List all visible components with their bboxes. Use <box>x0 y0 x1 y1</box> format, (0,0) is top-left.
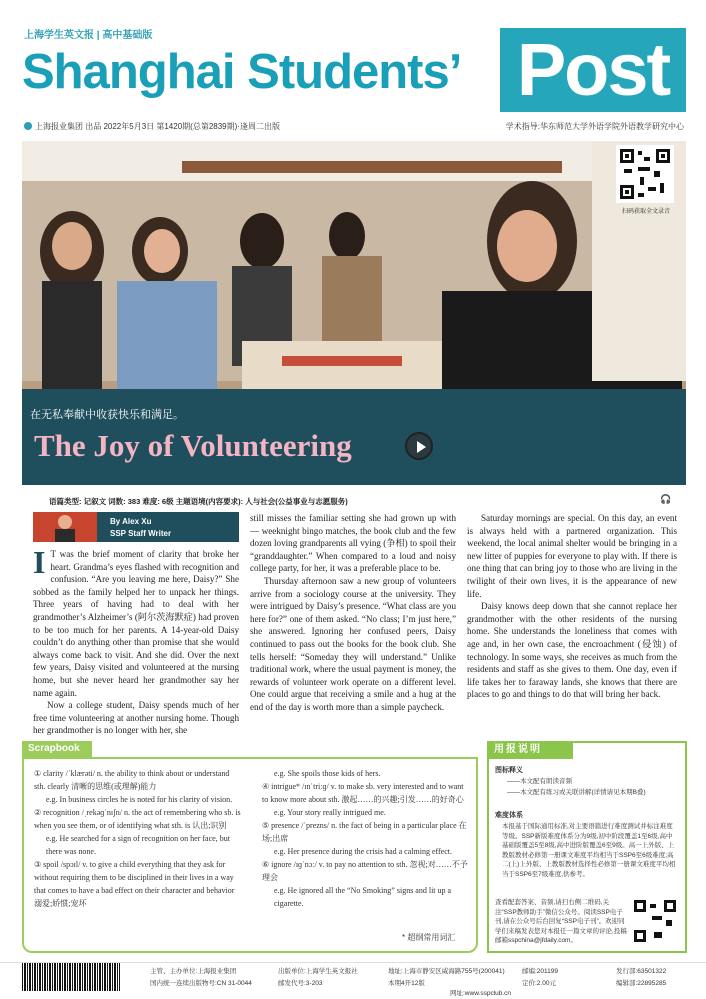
footer-editorial: 编辑部:22895285 <box>616 980 667 987</box>
qr-caption: 扫码获取全文录音 <box>621 209 670 215</box>
usage-guide-title: 用报说明 <box>487 741 573 759</box>
vocab-item: ⑥ ignore /ɪɡˈnɔː/ v. to pay no attention to sth. 忽视;对……不予理会 <box>262 860 468 882</box>
audio-qr-code[interactable] <box>616 145 674 203</box>
banner-subtitle: 在无私奉献中收获快乐和满足。 <box>30 409 184 421</box>
publisher-logo-icon <box>24 122 32 130</box>
icon-legend-heading: 图标释义 <box>495 767 523 774</box>
footer-cn-number: 国内统一连续出版物号:CN 31-0044 <box>150 980 252 987</box>
masthead-top-label: 上海学生英文报 | 高中基础版 <box>24 30 153 41</box>
teacher-assistant-qr-code[interactable] <box>632 898 678 944</box>
author-name: By Alex Xu <box>110 517 152 526</box>
subscription-note: 查看配套答案、音频,请扫右侧二维码,关注“SSP教师助手”微信公众号。阅读SSP电子刊,请在公众号后台回复“SSP电子刊”。欢迎同学们来稿发表您对本报任一篇文章的评论,投稿邮箱sspchina@jfdaily.com。 <box>495 899 627 944</box>
legend-exercise: ——本文配有练习或关联讲解(详情请见本期B叠) <box>507 789 646 796</box>
author-avatar <box>33 512 97 542</box>
issue-line <box>24 121 280 132</box>
vocab-item: ⑤ presence /ˈprezns/ n. the fact of being in a particular place 在场;出席 <box>262 821 467 843</box>
vocab-example: e.g. She spoils those kids of hers. <box>274 769 381 778</box>
scrapbook-column-2 <box>262 767 470 910</box>
footer-price: 定价:2.00元 <box>522 980 556 987</box>
drop-cap: I <box>33 544 46 580</box>
footer-press: 出版单位:上海学生英文报社 <box>278 968 358 975</box>
footer-website: 网址:www.sspclub.cn <box>450 990 512 997</box>
vocab-item: ④ intrigue* /ɪnˈtriːɡ/ v. to make sb. very interested and to want to know more about sth. 激起……的兴趣;引发……的好奇心 <box>262 782 464 804</box>
article-paragraph-3: still misses the familiar setting she had grown up with — weeknight bingo matches, the book club and the few dozen loving grandparents all vying (争相) to spoil their “granddaughter.” When compared to a loud and noisy college party, for her, it was a preferable place to be. <box>250 513 456 574</box>
barcode <box>22 963 120 991</box>
difficulty-body: 本报基于国际通用标准,对主要语篇进行难度测试并标注难度等级。SSP新版难度体系分为9级,初中阶段覆盖1至6级,高中基础版覆盖5至8级,高中进阶版覆盖6至9级。高一上外版、上教版教材必修第一册课文难度平均相当于SSP6至6级难度;高二(上)上外版、上教版教材选择性必修第一册课文难度平均相当于SSP6至7级难度,供参考。 <box>502 823 676 878</box>
qr-pattern <box>632 898 678 944</box>
article-paragraph-6: Daisy knows deep down that she cannot replace her grandmother with the other residents of the nursing home. She understands the loneliness that comes with age and, in her own case, the encroachment (侵蚀) of technology. In some ways, she receives as much from the residents and staff as she gives to them. One day, even if life takes her to faraway lands, she knows that there are places to go and things to do that will bring her back. <box>467 601 677 700</box>
volunteers-photo <box>22 141 686 431</box>
newspaper-logo: Shanghai Students’ <box>22 45 462 99</box>
article-paragraph-2: Now a college student, Daisy spends much of her free time volunteering at another nursing home. Though her grandmother is no longer with her, she <box>33 700 239 736</box>
article-column-3 <box>467 512 677 701</box>
article-paragraph-5: Saturday mornings are special. On this day, an event is always held with a partnered organization. This weekend, the local animal shelter would be bringing in a new litter of puppies for everyone to play with. If there is one thing that can bring joy to those who are living in the twilight of their own lives, it is the appearance of new life. <box>467 513 677 599</box>
vocab-example: e.g. Your story really intrigued me. <box>274 808 386 817</box>
vocab-example: e.g. He ignored all the “No Smoking” signs and lit up a cigarette. <box>274 886 452 908</box>
difficulty-heading: 难度体系 <box>495 812 523 819</box>
vocab-example: e.g. He searched for a sign of recognition on her face, but there was none. <box>46 834 230 856</box>
vocab-example: e.g. In business circles he is noted for his clarity of vision. <box>46 795 233 804</box>
article-paragraph-1: T was the brief moment of clarity that broke her heart. Grandma’s eyes flashed with recognition and confusion. “Are you leaving me here, Daisy?” She sobbed as the family helped her to unpack her things. Three years of having had to deal with her grandmother’s Alzheimer’s (阿尔茨海默症) had proven to be too much for her parents. A 14-year-old Daisy couldn’t do anything other than promise that she would always come back to visit. And she did. Over the next few years, Daisy visited and volunteered at the nursing home, but she never heard her grandmother say her name again. <box>33 549 239 698</box>
article-title: The Joy of Volunteering <box>34 428 352 463</box>
article-column-1 <box>33 544 239 737</box>
legend-audio: ——本文配有朗读音频 <box>507 778 572 785</box>
vocab-item: ① clarity /ˈklærəti/ n. the ability to think about or understand sth. clearly 清晰的思维(或理解)能力 <box>34 769 230 791</box>
footer-postal-code: 邮发代号:3-203 <box>278 980 323 987</box>
qr-pattern <box>618 147 672 201</box>
footer-distribution: 发行部:63501322 <box>616 968 667 975</box>
scrapbook-note: * 超纲常用词汇 <box>402 933 456 942</box>
footer-pages: 本期4开12版 <box>388 980 425 987</box>
article-column-2 <box>250 512 456 714</box>
vocab-example: e.g. Her presence during the crisis had a calming effect. <box>274 847 452 856</box>
play-audio-icon[interactable] <box>405 432 433 460</box>
headphones-icon: 🎧 <box>660 494 672 504</box>
footer-zip: 邮编:201199 <box>522 968 559 975</box>
vocab-item: ③ spoil /spɔɪl/ v. to give a child everything that they ask for without requiring them to be disciplined in their lives in a way that comes to have a bad effect on their character and behavior 溺爱;娇惯;宠坏 <box>34 860 235 908</box>
issue-text: 上海报业集团 出品 2022年5月3日 第1420期(总第2839期)·逢周二出版 <box>35 122 280 131</box>
scrapbook-column-1 <box>34 767 242 910</box>
logo-post: Post <box>500 28 686 112</box>
article-paragraph-4: Thursday afternoon saw a new group of volunteers arrive from a sociology course at the university. They were intrigued by Daisy’s presence. “What class are you here for?” one of them asked. “No class; I’m just here,” she answered. Ignoring her confused peers, Daisy continued to pass out the books for the book club. She tells herself: “Someday they will understand.” Unlike traditional work, where the usual payment is money, the rewards of volunteer work operate on a different level. One could argue that receiving a smile and a hug at the end of the day is worth more than a simple paycheck. <box>250 575 456 712</box>
article-meta: 语篇类型: 记叙文 词数: 383 难度: 6级 主题语境(内容要求): 人与社会(公益事业与志愿服务) <box>49 497 348 506</box>
footer-publisher: 主管、主办单位:上海报业集团 <box>150 968 237 975</box>
author-role: SSP Staff Writer <box>110 529 172 538</box>
footer-address: 地址:上海市静安区威海路755号(200041) <box>388 968 505 975</box>
photo-illustration <box>22 141 686 431</box>
vocab-item: ② recognition /ˌrekəɡˈnɪʃn/ n. the act of remembering who sb. is when you see them, or of identifying what sth. is 认出;识别 <box>34 808 241 830</box>
advisor-line: 学术指导:华东师范大学外语学院外语教学研究中心 <box>505 122 684 131</box>
avatar-illustration <box>33 512 97 542</box>
scrapbook-label: Scrapbook <box>22 741 92 757</box>
